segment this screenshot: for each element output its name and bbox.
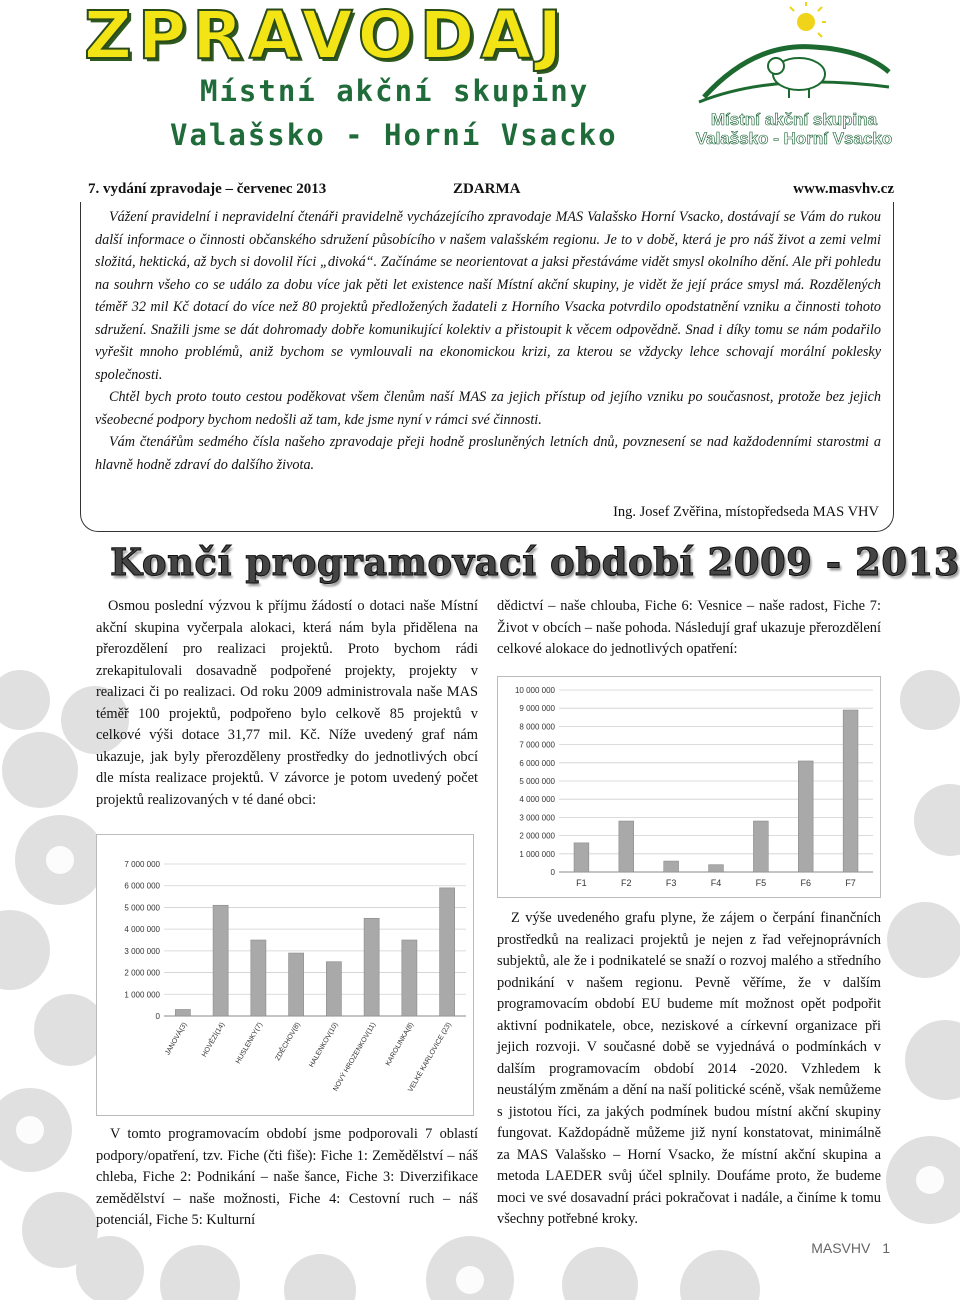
bar — [440, 888, 455, 1016]
y-tick-label: 1 000 000 — [519, 849, 555, 859]
x-category-label: F2 — [621, 878, 632, 888]
bar — [664, 861, 679, 872]
article-left-column-bottom — [96, 1124, 478, 1232]
x-category-label: F6 — [800, 878, 811, 888]
masthead-title: ZPRAVODAJ — [84, 0, 569, 74]
y-tick-label: 4 000 000 — [519, 795, 555, 805]
y-tick-label: 6 000 000 — [124, 881, 160, 891]
editorial-paragraph-2: Chtěl bych proto touto cestou poděkovat všem členům naší MAS za jejich přístup od jejího vzniku po současnost, protože bez jejich všeobecné podpory bychom nedošli až tam, kde jsme nyní v rámci své činnosti. — [95, 389, 881, 428]
article-headline: Končí programovací období 2009 - 2013 — [110, 540, 960, 584]
bar — [709, 865, 724, 872]
y-tick-label: 7 000 000 — [519, 740, 555, 750]
bar — [251, 940, 266, 1016]
y-tick-label: 2 000 000 — [519, 831, 555, 841]
chart-allocation-by-municipality — [96, 834, 474, 1116]
y-tick-label: 3 000 000 — [124, 946, 160, 956]
x-category-label: HUSLENKY(7) — [234, 1021, 265, 1066]
bar — [574, 843, 589, 872]
y-tick-label: 10 000 000 — [514, 686, 555, 695]
chart-allocation-by-fiche — [497, 676, 881, 898]
bar — [175, 1009, 190, 1016]
editorial-box — [80, 202, 894, 532]
x-category-label: HOVĚZÍ(14) — [201, 1021, 227, 1059]
issue-info-line — [88, 181, 894, 203]
article-right-column-top — [497, 596, 881, 661]
bar — [843, 710, 858, 872]
article-right-paragraph-2: Z výše uvedeného grafu plyne, že zájem o čerpání finančních prostředků na realizaci projektů je nejen z řad veřejnoprávních subjektů, ale že i podnikatelé se snaží o rozvoj malého a středního podnikání v našem regionu. Pevně věříme, že v dalším programovacím období EU budeme mít možnost opět podpořit aktivní podnikatele, obce, neziskové a církevní organizace při jejich rozvoji. V současné době se vyjednává o podmínkách v dalším programovacím období 2014 -2020. Vzhledem k neustálým změnám a dění na naší politické scéně, však nemůžeme s jistotou říci, za jakých podmínek budou místní akční skupiny fungovat. Každopádně můžeme již nyní konstatovat, minimálně za MAS Valašsko – Horní Vsacko, že místní akční skupina a metoda LAEDER svůj účel splnily. Doufáme proto, že budeme moci ve své dosavadní práci pokračovat i nadále, a činíme k tomu všechny potřebné kroky. — [497, 910, 881, 1227]
article-left-column-top — [96, 596, 478, 811]
x-category-label: F7 — [845, 878, 856, 888]
x-category-label: F5 — [755, 878, 767, 888]
page-footer — [803, 1240, 890, 1256]
bar — [402, 940, 417, 1016]
x-category-label: NOVÝ HROZENKOV(11) — [332, 1021, 378, 1093]
mas-logo — [694, 2, 894, 154]
article-right-column-bottom — [497, 908, 881, 1231]
issue-website[interactable]: www.masvhv.cz — [793, 181, 894, 197]
article-right-paragraph-1: dědictví – naše chlouba, Fiche 6: Vesnice – naše radost, Fiche 7: Život v obcích – naše pohoda. Následují graf ukazuje přerozdělení celkové alokace do jednotlivých opatření: — [497, 598, 881, 657]
x-category-label: F3 — [665, 878, 677, 888]
bar — [289, 953, 304, 1016]
x-category-label: KAROLINKA(8) — [384, 1021, 416, 1068]
bar — [364, 918, 379, 1016]
logo-text-line1: Místní akční skupina — [710, 110, 878, 129]
masthead-subtitle-line1: Místní akční skupiny — [200, 74, 590, 108]
x-category-label: ZDĚCHOV(8) — [274, 1021, 302, 1063]
editorial-signature: Ing. Josef Zvěřina, místopředseda MAS VHV — [613, 504, 879, 520]
editorial-paragraph-3: Vám čtenářům sedmého čísla našeho zpravodaje přeji hodně prosluněných letních dnů, povznesení se nad každodenními starostmi a hlavně hodně zdraví do dalšího života. — [95, 434, 881, 473]
footer-org: MASVHV — [811, 1240, 871, 1256]
y-tick-label: 2 000 000 — [124, 968, 160, 978]
bar — [326, 962, 341, 1016]
logo-text-line2: Valašsko - Horní Vsacko — [695, 129, 893, 148]
y-tick-label: 9 000 000 — [519, 704, 555, 714]
x-category-label: F4 — [710, 878, 722, 888]
y-tick-label: 0 — [155, 1012, 160, 1021]
y-tick-label: 5 000 000 — [124, 903, 160, 913]
issue-price: ZDARMA — [453, 181, 521, 197]
y-tick-label: 6 000 000 — [519, 758, 555, 768]
article-left-paragraph-1: Osmou poslední výzvou k příjmu žádostí o dotaci naše Místní akční skupina vyčerpala alokaci, která nám byla přidělena na přerozdělení pro realizaci projektů. Proto bychom rádi zrekapitulovali dosavadně podpořené projekty, projekty v realizaci či po realizaci. Od roku 2009 administrovala naše MAS téměř 100 projektů, podpořeno bylo celkově 85 projektů v celkové výši dotace 31,77 mil. Kč. Níže uvedený graf nám ukazuje, jak byly přerozděleny prostředky do jednotlivých obcí dle místa realizace projektů. V závorce je potom uvedený počet projektů realizovaných v té dané obci: — [96, 598, 478, 808]
x-category-label: F1 — [576, 878, 587, 888]
bar — [619, 821, 634, 872]
editorial-text — [95, 206, 881, 476]
editorial-paragraph-1: Vážení pravidelní i nepravidelní čtenáři pravidelně vycházejícího zpravodaje MAS Valašsko Horní Vsacko, dostávají se Vám do rukou další informace o činnosti občanského sdružení působícího v našem valašském regionu. Je to v době, která je pro náš život a zemi velmi složitá, hektická, až bych si dovolil říci „divoká“. Začínáme se neorientovat a jaksi přestáváme vidět smysl okolního dění. Ale při pohledu na souhrn všeho co se událo za dobu více jak pěti let existence naší Místní akční skupiny, je vidět že její práce smysl má. Rozdělených téměř 32 mil Kč dotací do více než 80 projektů předložených žadateli z Horního Vsacka potvrdilo opodstatnění vzniku a činnosti tohoto sdružení. Snažili jsme se dát dohromady dobře komunikující kolektiv a přistoupit k věcem odpovědně. Snad i díky tomu se nám podařilo vyřešit mnoho problémů, aniž bychom se vymlouvali na ekonomickou krizi, za kterou se vždycky lehce schovají morální poklesky společnosti. — [95, 209, 881, 383]
x-category-label: JANOVÁ(3) — [164, 1021, 189, 1057]
y-tick-label: 3 000 000 — [519, 813, 555, 823]
y-tick-label: 7 000 000 — [124, 860, 160, 869]
y-tick-label: 5 000 000 — [519, 777, 555, 786]
footer-page-number: 1 — [882, 1240, 890, 1256]
bar — [798, 761, 813, 872]
bar — [213, 905, 228, 1016]
issue-edition: 7. vydání zpravodaje – červenec 2013 — [88, 181, 327, 197]
y-tick-label: 8 000 000 — [519, 722, 555, 732]
y-tick-label: 4 000 000 — [124, 925, 160, 935]
x-category-label: HALENKOV(10) — [308, 1021, 340, 1069]
y-tick-label: 1 000 000 — [124, 990, 160, 1000]
masthead-subtitle-line2: Valašsko - Horní Vsacko — [170, 118, 618, 152]
bar — [753, 821, 768, 872]
article-left-paragraph-2: V tomto programovacím období jsme podporovali 7 oblastí podpory/opatření, tzv. Fiche (čti fiše): Fiche 1: Zemědělství – náš chleba, Fiche 2: Podnikání – naše šance, Fiche 3: Diverzifikace zemědělství – naše možnosti, Fiche 4: Cestovní ruch – náš potenciál, Fiche 5: Kulturní — [96, 1126, 478, 1228]
x-category-label: VELKÉ KARLOVICE (23) — [407, 1021, 453, 1094]
logo-sheep-icon — [694, 2, 894, 112]
y-tick-label: 0 — [550, 868, 555, 877]
